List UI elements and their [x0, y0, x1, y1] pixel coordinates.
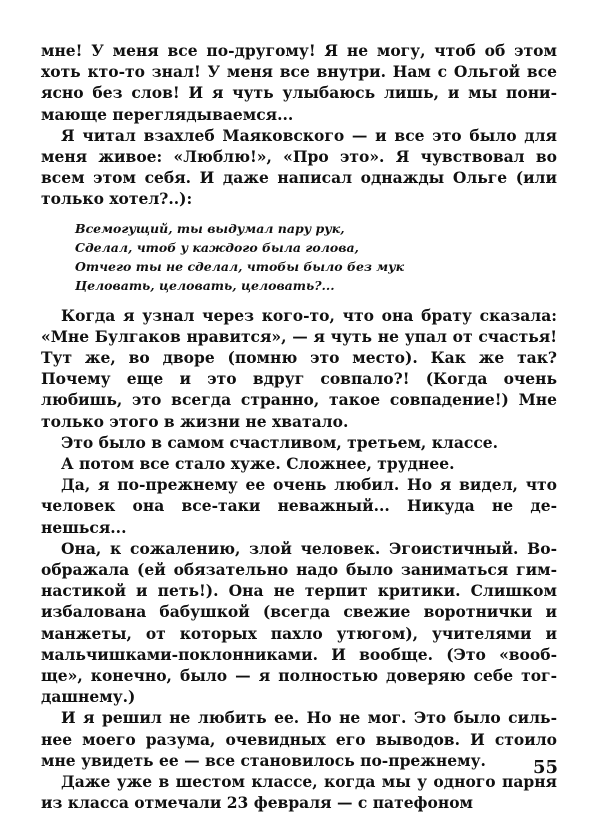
verse-line: Сделал, чтоб у каждого была голова,: [75, 239, 359, 255]
paragraph: Даже уже в шестом классе, когда мы у одного парня из класса отмечали 23 февраля — с патефоном: [41, 772, 557, 813]
paragraph: Да, я по-прежнему ее очень любил. Но я видел, что человек она все-таки неважный... Никуда не денешься...: [41, 475, 557, 537]
paragraph: Это было в самом счастливом, третьем, классе.: [61, 432, 499, 452]
verse-line: Целовать, целовать, целовать?...: [75, 277, 335, 293]
paragraph: А потом все стало хуже. Сложнее, труднее.: [61, 454, 455, 474]
page-number: 55: [532, 757, 558, 778]
paragraph: мне! У меня все по-другому! Я не могу, чтоб об этом хоть кто-то знал! У меня все внутри. Нам с Ольгой все ясно без слов! И я чуть улыбаюсь лишь, и мы понимающе переглядываемся...: [41, 41, 557, 124]
paragraph: Она, к сожалению, злой человек. Эгоистичный. Воображала (ей обязательно надо было заниматься гимнастикой и петь!). Она не терпит критики. Слишком избалована бабушкой (всегда свежие воротнички и манжеты, от которых пахло утюгом), учителями и мальчишками-поклонниками. И вообще. (Это «вообще», конечно, было — я полностью доверяю себе тогдашнему.): [41, 538, 557, 707]
verse-line: Всемогущий, ты выдумал пару рук,: [75, 220, 345, 236]
paragraph: И я решил не любить ее. Но не мог. Это было сильнее моего разума, очевидных его выводов. И стоило мне увидеть ее — все становилось по-прежнему.: [41, 708, 557, 770]
verse-line: Отчего ты не сделал, чтобы было без мук: [75, 258, 405, 274]
verse-quote: [75, 219, 557, 295]
paragraph: Я читал взахлеб Маяковского — и все это было для меня живое: «Люблю!», «Про это». Я чувствовал во всем этом себя. И даже написал однажды Ольге (или только хотел?..):: [41, 125, 557, 209]
body-text: [41, 40, 557, 814]
paragraph: Когда я узнал через кого-то, что она брату сказала: «Мне Булгаков нравится», — я чуть не упал от счастья! Тут же, во дворе (помню это место). Как же так? Почему еще и это вдруг совпало?! (Когда очень любишь, это всегда странно, такое совпадение!) Мне только этого в жизни не хватало.: [41, 305, 557, 431]
